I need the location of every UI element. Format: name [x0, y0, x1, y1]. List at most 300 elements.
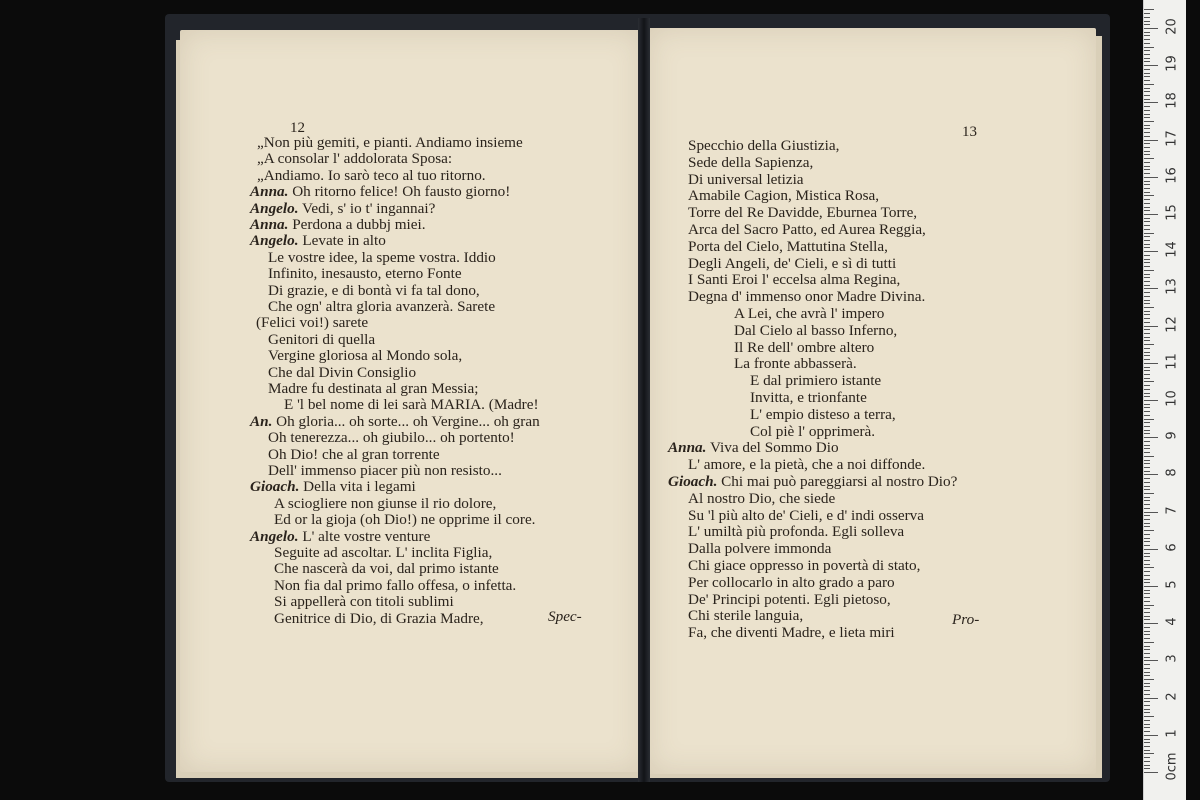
left-page-line [274, 495, 496, 513]
ruler-tick [1144, 646, 1150, 647]
verse-text: E dal primiero istante [750, 372, 882, 390]
verse-text: Ed or la gioja (oh Dio!) ne opprime il core. [274, 511, 536, 529]
verse-text: Fa, che diventi Madre, e lieta miri [688, 624, 895, 642]
left-page-line [268, 282, 480, 300]
ruler-tick [1144, 471, 1150, 472]
verse-text: Seguite ad ascoltar. L' inclita Figlia, [274, 544, 493, 561]
ruler-tick [1144, 367, 1150, 368]
ruler-tick [1144, 199, 1150, 200]
ruler-label: 16 [1164, 167, 1180, 184]
ruler-tick [1144, 35, 1150, 36]
ruler-tick [1144, 545, 1150, 546]
verse-text: Genitori di quella [268, 330, 376, 348]
ruler-tick [1144, 32, 1150, 33]
ruler-tick [1144, 270, 1154, 271]
right-page-line [734, 322, 897, 340]
left-page-line [268, 380, 478, 398]
left-page-line [268, 446, 440, 464]
ruler-tick [1144, 433, 1150, 434]
ruler-tick [1144, 21, 1150, 22]
ruler-tick [1144, 411, 1150, 412]
left-page-line [250, 413, 540, 431]
ruler-tick [1144, 218, 1150, 219]
ruler-tick [1144, 712, 1150, 713]
ruler-tick [1144, 720, 1150, 721]
ruler-tick [1144, 679, 1154, 680]
ruler-tick [1144, 348, 1150, 349]
ruler-tick [1144, 110, 1150, 111]
ruler-tick [1144, 88, 1150, 89]
ruler-tick [1144, 460, 1150, 461]
verse-text: Arca del Sacro Patto, ed Aurea Reggia, [688, 221, 926, 238]
ruler-tick [1144, 370, 1150, 371]
ruler-tick [1144, 255, 1150, 256]
ruler-tick [1144, 181, 1150, 182]
ruler-label: 13 [1164, 278, 1180, 296]
verse-text: Della vita i legami [299, 478, 416, 496]
left-page-line [284, 396, 539, 414]
ruler-tick [1144, 177, 1158, 178]
ruler-tick [1144, 612, 1150, 613]
verse-text: L' umiltà più profonda. Egli solleva [688, 523, 905, 541]
ruler-tick [1144, 512, 1158, 513]
ruler-tick [1144, 184, 1150, 185]
ruler-tick [1144, 102, 1158, 103]
right-page-line [750, 389, 867, 407]
ruler-tick [1144, 352, 1150, 353]
left-page-line [268, 462, 502, 480]
ruler-tick [1144, 742, 1150, 743]
ruler-tick [1144, 419, 1154, 420]
verse-text: L' alte vostre venture [298, 527, 431, 545]
verse-text: „Andiamo. Io sarò teco al tuo ritorno. [257, 166, 486, 184]
ruler-tick [1144, 515, 1150, 516]
ruler-tick [1144, 448, 1150, 449]
ruler-tick [1144, 698, 1158, 699]
right-page-line [688, 238, 888, 256]
ruler-tick [1144, 162, 1150, 163]
ruler-tick [1144, 84, 1154, 85]
ruler-tick [1144, 668, 1150, 669]
right-page-line [688, 523, 904, 541]
verse-text: Il Re dell' ombre altero [734, 338, 875, 356]
ruler-label: 17 [1164, 129, 1180, 147]
right-page-line [688, 271, 900, 289]
ruler-tick [1144, 106, 1150, 107]
ruler-tick [1144, 329, 1150, 330]
ruler-tick [1144, 493, 1154, 494]
ruler-tick [1144, 579, 1150, 580]
ruler-tick [1144, 553, 1150, 554]
ruler-tick [1144, 437, 1158, 438]
ruler-tick [1144, 266, 1150, 267]
right-page-line [750, 372, 881, 390]
left-page-line [250, 232, 386, 250]
right-page-line [688, 591, 891, 609]
ruler-label: 6 [1164, 543, 1180, 552]
right-page-line [750, 406, 896, 424]
right-page-line [688, 540, 831, 558]
verse-text: A Lei, che avrà l' impero [734, 305, 885, 322]
ruler-tick [1144, 694, 1150, 695]
ruler-tick [1144, 765, 1150, 766]
ruler-tick [1144, 608, 1150, 609]
ruler-tick [1144, 359, 1150, 360]
left-page-line [268, 249, 496, 267]
ruler-tick [1144, 441, 1150, 442]
ruler-tick [1144, 593, 1150, 594]
left-page-line [274, 544, 492, 562]
ruler-tick [1144, 750, 1150, 751]
ruler-tick [1144, 292, 1150, 293]
ruler-tick [1144, 523, 1150, 524]
ruler-tick [1144, 660, 1158, 661]
ruler-tick [1144, 374, 1150, 375]
ruler-tick [1144, 251, 1158, 252]
ruler-tick [1144, 207, 1150, 208]
verse-text: Oh tenerezza... oh giubilo... oh portento! [268, 429, 515, 447]
ruler-tick [1144, 65, 1158, 66]
ruler-tick [1144, 229, 1150, 230]
ruler-tick [1144, 422, 1150, 423]
ruler-tick [1144, 389, 1150, 390]
verse-text: Al nostro Dio, che siede [688, 489, 836, 507]
ruler-tick [1144, 340, 1150, 341]
left-page-line [268, 298, 495, 316]
ruler-tick [1144, 76, 1150, 77]
ruler-tick [1144, 653, 1150, 654]
ruler-tick [1144, 61, 1150, 62]
ruler-tick [1144, 173, 1150, 174]
ruler-tick [1144, 300, 1150, 301]
ruler-tick [1144, 631, 1150, 632]
ruler-label: 8 [1164, 468, 1180, 478]
left-page-line [250, 528, 430, 546]
verse-text: L' amore, e la pietà, che a noi diffonde. [688, 456, 926, 474]
verse-text: Oh ritorno felice! Oh fausto giorno! [288, 183, 511, 201]
ruler-tick [1144, 739, 1150, 740]
ruler-tick [1144, 601, 1150, 602]
verse-text: Infinito, inesausto, eterno Fonte [268, 265, 462, 283]
ruler-tick [1144, 296, 1150, 297]
ruler-tick [1144, 385, 1150, 386]
right-page-line [734, 339, 874, 357]
verse-text: Oh Dio! che al gran torrente [268, 445, 440, 463]
ruler-tick [1144, 571, 1150, 572]
right-page-line [688, 624, 895, 642]
ruler-tick [1144, 746, 1150, 747]
verse-text: Di universal letizia [688, 170, 804, 188]
ruler-tick [1144, 590, 1150, 591]
ruler-tick [1144, 664, 1150, 665]
verse-text: Vergine gloriosa al Mondo sola, [268, 347, 463, 365]
ruler-tick [1144, 195, 1154, 196]
ruler-tick [1144, 772, 1158, 773]
verse-text: Madre fu destinata al gran Messia; [268, 380, 479, 397]
ruler-tick [1144, 497, 1150, 498]
left-page-line [268, 265, 462, 283]
verse-text: Dell' immenso piacer più non resisto... [268, 462, 502, 479]
ruler-tick [1144, 538, 1150, 539]
ruler-tick [1144, 58, 1150, 59]
right-page-line [750, 423, 875, 441]
right-page-line [688, 507, 924, 525]
verse-text: Su 'l più alto de' Cieli, e d' indi osserva [688, 506, 924, 524]
left-page-line [257, 150, 452, 168]
ruler-tick [1144, 158, 1154, 159]
ruler-tick [1144, 285, 1150, 286]
ruler-tick [1144, 333, 1150, 334]
right-page-line [688, 490, 835, 508]
ruler-tick [1144, 407, 1150, 408]
ruler-tick [1144, 530, 1154, 531]
right-page-line [688, 187, 879, 205]
ruler-tick [1144, 657, 1150, 658]
ruler-tick [1144, 415, 1150, 416]
verse-text: Di grazie, e di bontà vi fa tal dono, [268, 281, 480, 299]
speaker-name: An. [250, 412, 273, 430]
ruler-tick [1144, 478, 1150, 479]
right-page-line [688, 456, 925, 474]
left-page-line [250, 200, 435, 218]
ruler-tick [1144, 683, 1150, 684]
ruler-label: 18 [1164, 92, 1180, 110]
speaker-name: Anna. [250, 216, 289, 233]
left-page-line [257, 167, 486, 185]
verse-text: Specchio della Giustizia, [688, 137, 840, 154]
ruler-tick [1144, 709, 1150, 710]
ruler-tick [1144, 623, 1158, 624]
right-page-line [688, 204, 917, 222]
verse-text: (Felici voi!) sarete [256, 314, 369, 332]
ruler-tick [1144, 541, 1150, 542]
verse-text: Chi mai può pareggiarsi al nostro Dio? [717, 473, 958, 490]
ruler-tick [1144, 463, 1150, 464]
right-page-line [734, 305, 884, 323]
verse-text: Si appellerà con titoli sublimi [274, 593, 454, 611]
ruler-tick [1144, 452, 1150, 453]
ruler-tick [1144, 277, 1150, 278]
ruler-tick [1144, 221, 1150, 222]
ruler-tick [1144, 322, 1150, 323]
right-page-line [688, 221, 926, 239]
left-page-line [268, 347, 462, 365]
book-gutter [638, 18, 650, 782]
ruler-tick [1144, 757, 1150, 758]
ruler-tick [1144, 456, 1154, 457]
ruler-tick [1144, 642, 1154, 643]
ruler-tick [1144, 467, 1150, 468]
ruler-tick [1144, 526, 1150, 527]
left-page-number: 12 [290, 120, 305, 136]
left-page-line [274, 577, 516, 595]
verse-text: Oh gloria... oh sorte... oh Vergine... oh gran [272, 412, 540, 430]
verse-text: Amabile Cagion, Mistica Rosa, [688, 187, 880, 205]
ruler-tick [1144, 24, 1150, 25]
ruler-tick [1144, 363, 1158, 364]
ruler-tick [1144, 582, 1150, 583]
speaker-name: Anna. [668, 439, 707, 457]
ruler-label: 5 [1164, 580, 1180, 589]
ruler-tick [1144, 314, 1150, 315]
ruler-tick [1144, 556, 1150, 557]
right-page-line [734, 355, 857, 373]
left-page-line [274, 511, 535, 529]
ruler-tick [1144, 701, 1150, 702]
ruler-tick [1144, 69, 1150, 70]
ruler-tick [1144, 634, 1150, 635]
ruler-tick [1144, 80, 1150, 81]
ruler-label: 9 [1164, 431, 1180, 440]
verse-text: Torre del Re Davidde, Eburnea Torre, [688, 204, 918, 222]
speaker-name: Angelo. [250, 232, 299, 250]
verse-text: Invitta, e trionfante [750, 389, 867, 406]
ruler-tick [1144, 534, 1150, 535]
verse-text: Degli Angeli, de' Cieli, e sì di tutti [688, 254, 897, 272]
speaker-name: Anna. [250, 183, 289, 201]
ruler-label: 10 [1164, 390, 1180, 407]
ruler-tick [1144, 619, 1150, 620]
verse-text: La fronte abbasserà. [734, 355, 857, 373]
ruler-tick [1144, 13, 1150, 14]
ruler-tick [1144, 225, 1150, 226]
ruler-tick [1144, 753, 1154, 754]
ruler-tick [1144, 114, 1150, 115]
ruler-tick [1144, 125, 1150, 126]
ruler-tick [1144, 560, 1150, 561]
ruler-tick [1144, 28, 1158, 29]
left-page-line [274, 610, 484, 628]
left-page-line [274, 593, 454, 611]
ruler-tick [1144, 140, 1158, 141]
verse-text: Chi giace oppresso in povertà di stato, [688, 557, 921, 574]
speaker-name: Gioach. [250, 478, 300, 496]
verse-text: Viva del Sommo Dio [706, 439, 839, 457]
ruler-tick [1144, 508, 1150, 509]
ruler-tick [1144, 727, 1150, 728]
ruler-tick [1144, 337, 1150, 338]
ruler-label: 7 [1164, 505, 1180, 515]
verse-text: „A consolar l' addolorata Sposa: [257, 150, 453, 168]
ruler-tick [1144, 188, 1150, 189]
ruler-tick [1144, 154, 1150, 155]
ruler-tick [1144, 474, 1158, 475]
ruler-tick [1144, 73, 1150, 74]
right-page-line [688, 288, 925, 306]
ruler-label: 12 [1164, 315, 1180, 333]
ruler-tick [1144, 705, 1150, 706]
ruler-tick [1144, 166, 1150, 167]
ruler-label: 11 [1164, 353, 1180, 370]
ruler-tick [1144, 486, 1150, 487]
right-catchword: Pro- [952, 611, 980, 628]
ruler-tick [1144, 17, 1150, 18]
ruler-label: 20 [1164, 18, 1180, 35]
ruler-tick [1144, 281, 1150, 282]
ruler-tick [1144, 381, 1154, 382]
verse-text: E 'l bel nome di lei sarà MARIA. (Madre! [284, 396, 539, 414]
ruler-tick [1144, 233, 1154, 234]
ruler-tick [1144, 9, 1154, 10]
right-page-line [688, 607, 803, 625]
ruler-label: 15 [1164, 204, 1180, 221]
ruler-label: 2 [1164, 691, 1180, 701]
ruler-tick [1144, 675, 1150, 676]
ruler-tick [1144, 39, 1150, 40]
left-page-line [250, 183, 510, 201]
ruler-tick [1144, 132, 1150, 133]
ruler-tick [1144, 627, 1150, 628]
verse-text: A sciogliere non giunse il rio dolore, [274, 494, 497, 512]
ruler-tick [1144, 240, 1150, 241]
right-page-line [668, 473, 957, 491]
verse-text: Perdona a dubbj miei. [288, 216, 426, 233]
left-catchword: Spec- [548, 608, 582, 625]
ruler-tick [1144, 597, 1150, 598]
right-page-line [668, 439, 839, 457]
verse-text: Non fia dal primo fallo offesa, o infetta. [274, 576, 517, 594]
right-page-line [688, 255, 896, 273]
ruler-tick [1144, 690, 1150, 691]
left-page-line [268, 331, 375, 349]
ruler-tick [1144, 500, 1150, 501]
ruler-tick [1144, 344, 1154, 345]
ruler-tick [1144, 482, 1150, 483]
right-page-line [688, 137, 839, 155]
ruler-tick [1144, 396, 1150, 397]
ruler-tick [1144, 259, 1150, 260]
ruler-tick [1144, 143, 1150, 144]
verse-text: Che nascerà da voi, dal primo istante [274, 560, 499, 578]
ruler-tick [1144, 117, 1150, 118]
ruler-tick [1144, 649, 1150, 650]
verse-text: Che dal Divin Consiglio [268, 363, 417, 381]
ruler-tick [1144, 47, 1154, 48]
ruler-tick [1144, 672, 1150, 673]
left-page-line [256, 314, 368, 332]
speaker-name: Angelo. [250, 527, 299, 545]
ruler-tick [1144, 91, 1150, 92]
left-page-line [274, 560, 499, 578]
verse-text: L' empio distesо a terra, [750, 405, 896, 423]
verse-text: Per collocarlo in alto grado a paro [688, 573, 895, 591]
ruler-tick [1144, 307, 1154, 308]
ruler-tick [1144, 236, 1150, 237]
ruler-tick [1144, 445, 1150, 446]
ruler-tick [1144, 567, 1154, 568]
ruler-tick [1144, 50, 1150, 51]
right-page-line [688, 171, 804, 189]
ruler-tick [1144, 575, 1150, 576]
ruler-tick [1144, 430, 1150, 431]
speaker-name: Angelo. [250, 199, 299, 217]
ruler-tick [1144, 731, 1150, 732]
ruler-tick [1144, 735, 1158, 736]
ruler-tick [1144, 716, 1154, 717]
ruler-tick [1144, 288, 1158, 289]
verse-text: Levate in alto [298, 232, 386, 250]
verse-text: Degna d' immenso onor Madre Divina. [688, 288, 926, 306]
ruler-tick [1144, 549, 1158, 550]
right-page-line [688, 574, 895, 592]
ruler-tick [1144, 605, 1154, 606]
verse-text: Col piè l' opprimerà. [750, 422, 876, 440]
ruler-tick [1144, 210, 1150, 211]
verse-text: Porta del Cielo, Mattutina Stella, [688, 237, 888, 255]
ruler-tick [1144, 326, 1158, 327]
ruler-tick [1144, 638, 1150, 639]
verse-text: Che ogn' altra gloria avanzerà. Sarete [268, 298, 496, 315]
